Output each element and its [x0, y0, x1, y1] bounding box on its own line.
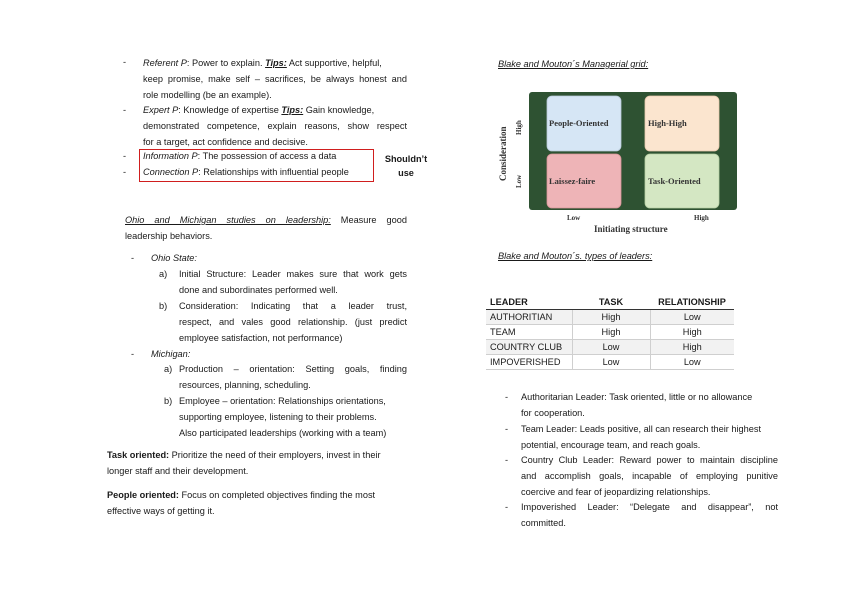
table-cell: COUNTRY CLUB: [486, 340, 572, 355]
leader-bullet-line: potential, encourage team, and reach goals.: [521, 439, 701, 450]
referent-line: Act supportive, helpful,: [286, 58, 382, 68]
michigan-a-line: Production – orientation: Setting goals, finding: [179, 364, 407, 374]
leader-bullet-line: Team Leader: Leads positive, all can research their highest: [521, 424, 762, 434]
table-cell: Low: [572, 355, 650, 370]
michigan-b-line: supporting employee, listening to their problems.: [179, 411, 377, 422]
bullet-dash: -: [131, 349, 135, 359]
bullet-dash: -: [123, 105, 127, 115]
table-cell: High: [572, 325, 650, 340]
table-row: [486, 355, 734, 370]
expert-power-item: [143, 103, 407, 150]
expert-line: for a target, act confidence and decisive.: [143, 136, 308, 147]
connection-term: Connection P: [143, 167, 199, 177]
table-cell: High: [650, 325, 734, 340]
table-row: [486, 340, 734, 355]
table-cell: Low: [650, 310, 734, 325]
table-row: [486, 325, 734, 340]
ohio-a-line: done and subordinates performed well.: [179, 284, 338, 295]
referent-power-item: [143, 56, 407, 103]
people-oriented-line: Focus on completed objectives finding the most: [178, 490, 376, 500]
table-cell: Low: [572, 340, 650, 355]
bullet-dash: -: [123, 57, 127, 67]
managerial-grid-heading: Blake and Mouton´s Managerial grid:: [498, 59, 649, 69]
leader-bullet: [521, 500, 778, 532]
michigan-item-a: [179, 362, 407, 394]
list-marker: b): [159, 301, 168, 311]
ohio-michigan-intro: leadership behaviors.: [125, 230, 213, 241]
task-oriented-line: Prioritize the need of their employers, invest in their: [169, 450, 381, 460]
michigan-item-b: [179, 394, 407, 441]
table-cell: AUTHORITIAN: [486, 310, 572, 325]
leader-bullet-line: for cooperation.: [521, 407, 585, 418]
quadrant-label: Laissez-faire: [549, 176, 596, 186]
column-header: LEADER: [486, 294, 572, 310]
expert-body: : Knowledge of expertise: [178, 105, 282, 115]
bullet-dash: -: [131, 253, 135, 263]
column-header: TASK: [572, 294, 650, 310]
referent-term: Referent P: [143, 58, 187, 68]
x-axis-label: Initiating structure: [594, 224, 668, 234]
bullet-dash: -: [505, 455, 509, 465]
ohio-a-line: Initial Structure: Leader makes sure that work gets: [179, 269, 407, 279]
x-axis-high: High: [694, 214, 709, 222]
leader-bullet-line: Impoverished Leader: “Delegate and disappear”, not: [521, 502, 778, 512]
connection-power-item: [143, 165, 349, 181]
referent-body: : Power to explain.: [186, 58, 266, 68]
tips-label: Tips:: [265, 58, 287, 68]
ohio-michigan-section: [125, 213, 407, 245]
people-oriented-paragraph: [107, 488, 407, 520]
bullet-dash: -: [123, 151, 127, 161]
leader-bullet: [521, 422, 778, 454]
ohio-item-a: [179, 267, 407, 299]
ohio-item-b: [179, 299, 407, 346]
bullet-dash: -: [505, 392, 509, 402]
information-power-item: [143, 149, 336, 165]
bullet-dash: -: [505, 502, 509, 512]
tips-label: Tips:: [281, 105, 304, 115]
list-marker: a): [164, 364, 173, 374]
leader-types-heading: Blake and Mouton´s. types of leaders:: [498, 251, 653, 261]
task-oriented-paragraph: [107, 448, 407, 480]
leader-bullet: [521, 453, 778, 500]
connection-body: : Relationships with influential people: [198, 167, 349, 177]
expert-term: Expert P: [143, 105, 179, 115]
referent-line: keep promise, make self – sacrifices, be always honest and: [143, 73, 407, 84]
referent-line: role modelling (be an example).: [143, 89, 272, 100]
y-axis-high: High: [515, 120, 523, 135]
task-oriented-label: Task oriented:: [107, 450, 170, 460]
y-axis-low: Low: [515, 174, 523, 188]
table-cell: Low: [650, 355, 734, 370]
leader-bullet-line: coercive and fear of jeopardizing relationships.: [521, 486, 711, 497]
table-cell: TEAM: [486, 325, 572, 340]
ohio-michigan-intro: Measure good: [330, 215, 407, 225]
y-axis-label: Consideration: [498, 126, 508, 181]
ohio-b-line: employee satisfaction, not performance): [179, 332, 343, 343]
ohio-b-line: respect, and vales good relationship. (just predict: [179, 316, 407, 327]
column-header: RELATIONSHIP: [650, 294, 734, 310]
michigan-b-line: Also participated leaderships (working with a team): [179, 427, 387, 438]
expert-line: Gain knowledge,: [303, 105, 375, 115]
leader-bullet: [521, 390, 778, 422]
table-row: [486, 310, 734, 325]
managerial-grid-figure: [494, 86, 744, 238]
task-oriented-line: longer staff and their development.: [107, 465, 249, 476]
people-oriented-label: People oriented:: [107, 490, 179, 500]
ohio-title: Ohio State:: [151, 253, 197, 263]
leader-bullet-line: and accomplish goals, incapable of employing punitive: [521, 470, 778, 481]
quadrant-label: High-High: [648, 118, 687, 128]
leader-table: [486, 294, 734, 370]
table-cell: IMPOVERISHED: [486, 355, 572, 370]
information-term: Information P: [143, 151, 198, 161]
information-body: : The possession of access a data: [197, 151, 337, 161]
leader-bullet-line: Authoritarian Leader: Task oriented, little or no allowance: [521, 392, 753, 402]
michigan-b-line: Employee – orientation: Relationships orientations,: [179, 396, 386, 406]
shouldnt-use-note: Shouldn’t use: [384, 154, 428, 178]
list-marker: a): [159, 269, 168, 279]
expert-line: demonstrated competence, explain reasons, show respect: [143, 120, 407, 131]
people-oriented-line: effective ways of getting it.: [107, 505, 215, 516]
bullet-dash: -: [505, 424, 509, 434]
table-cell: High: [572, 310, 650, 325]
quadrant-label: Task-Oriented: [648, 176, 701, 186]
michigan-title: Michigan:: [151, 349, 191, 359]
leader-bullet-line: committed.: [521, 517, 566, 528]
leader-bullet-line: Country Club Leader: Reward power to maintain discipline: [521, 455, 778, 465]
table-header-row: [486, 294, 734, 310]
table-cell: High: [650, 340, 734, 355]
list-marker: b): [164, 396, 173, 406]
x-axis-low: Low: [567, 214, 581, 222]
quadrant-label: People-Oriented: [549, 118, 609, 128]
ohio-michigan-heading: Ohio and Michigan studies on leadership:: [125, 215, 331, 225]
michigan-a-line: resources, planning, scheduling.: [179, 379, 311, 390]
bullet-dash: -: [123, 167, 127, 177]
ohio-b-line: Consideration: Indicating that a leader trust,: [179, 301, 407, 311]
